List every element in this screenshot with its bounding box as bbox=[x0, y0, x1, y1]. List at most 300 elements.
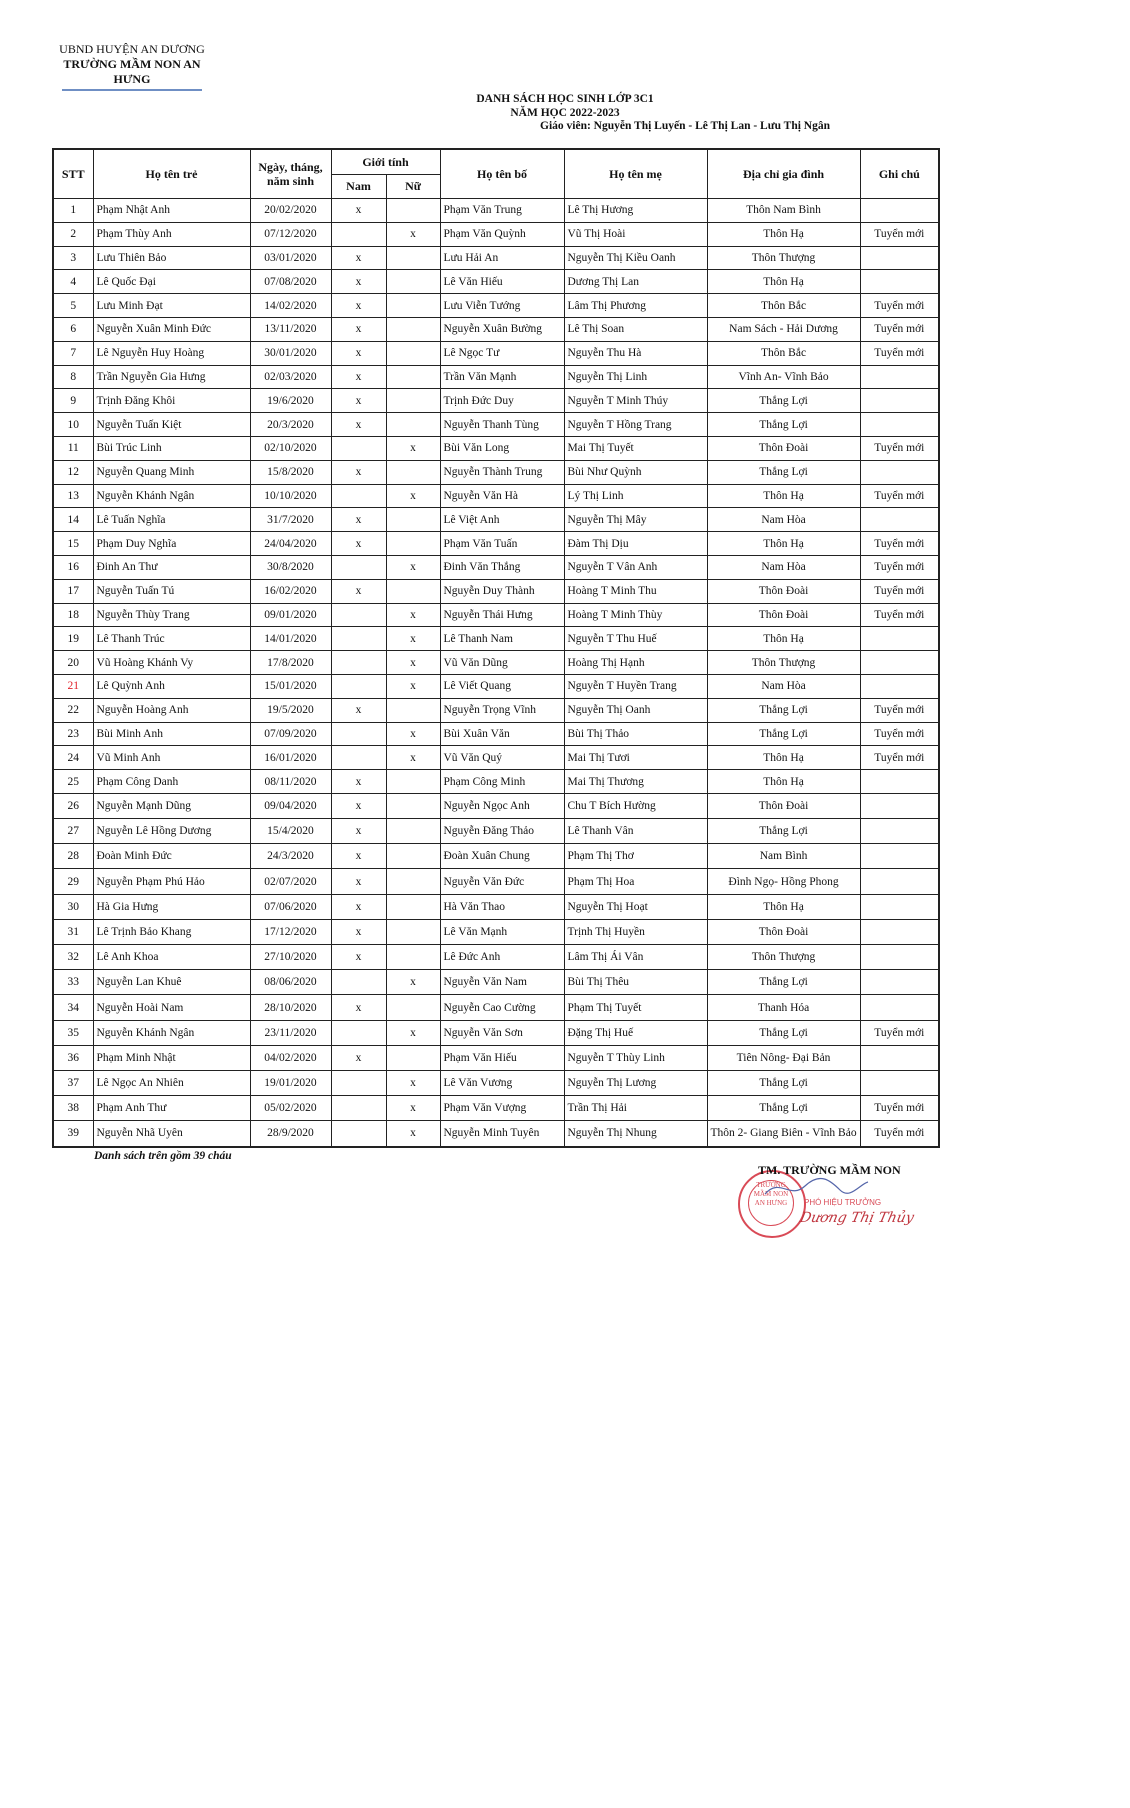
cell-child-name: Nguyễn Phạm Phú Hảo bbox=[93, 869, 250, 894]
cell-note bbox=[860, 460, 939, 484]
cell-child-name: Nguyễn Khánh Ngân bbox=[93, 484, 250, 508]
cell-male bbox=[331, 1121, 386, 1147]
cell-note bbox=[860, 674, 939, 698]
cell-male bbox=[331, 1096, 386, 1121]
cell-male: x bbox=[331, 1045, 386, 1070]
cell-note: Tuyển mới bbox=[860, 1096, 939, 1121]
cell-dob: 07/12/2020 bbox=[250, 222, 331, 246]
cell-note: Tuyển mới bbox=[860, 1020, 939, 1045]
cell-male: x bbox=[331, 770, 386, 794]
cell-address: Thắng Lợi bbox=[707, 1020, 860, 1045]
cell-stt: 31 bbox=[53, 919, 93, 944]
cell-dob: 27/10/2020 bbox=[250, 945, 331, 970]
cell-child-name: Lê Quỳnh Anh bbox=[93, 674, 250, 698]
cell-note bbox=[860, 651, 939, 675]
cell-father: Nguyễn Văn Sơn bbox=[440, 1020, 564, 1045]
cell-father: Trần Văn Mạnh bbox=[440, 365, 564, 389]
cell-female: x bbox=[386, 746, 440, 770]
cell-male: x bbox=[331, 460, 386, 484]
cell-stt: 5 bbox=[53, 294, 93, 318]
cell-note bbox=[860, 199, 939, 223]
table-body bbox=[53, 199, 939, 1147]
cell-dob: 10/10/2020 bbox=[250, 484, 331, 508]
cell-stt: 36 bbox=[53, 1045, 93, 1070]
table-row bbox=[53, 770, 939, 794]
cell-female bbox=[386, 995, 440, 1020]
cell-stt: 16 bbox=[53, 555, 93, 579]
cell-note bbox=[860, 770, 939, 794]
cell-male: x bbox=[331, 844, 386, 869]
cell-dob: 23/11/2020 bbox=[250, 1020, 331, 1045]
cell-child-name: Phạm Thùy Anh bbox=[93, 222, 250, 246]
table-row bbox=[53, 508, 939, 532]
cell-mother: Đàm Thị Dịu bbox=[564, 532, 707, 556]
cell-address: Thôn Hạ bbox=[707, 484, 860, 508]
cell-mother: Lâm Thị Phương bbox=[564, 294, 707, 318]
cell-note: Tuyển mới bbox=[860, 603, 939, 627]
cell-mother: Lê Thanh Vân bbox=[564, 819, 707, 844]
cell-stt: 21 bbox=[53, 674, 93, 698]
cell-female bbox=[386, 579, 440, 603]
cell-child-name: Lưu Thiên Bảo bbox=[93, 246, 250, 270]
col-header-father: Họ tên bố bbox=[440, 149, 564, 199]
cell-mother: Hoàng Thị Hạnh bbox=[564, 651, 707, 675]
cell-male: x bbox=[331, 294, 386, 318]
cell-address: Thôn Đoài bbox=[707, 919, 860, 944]
cell-father: Nguyễn Ngọc Anh bbox=[440, 793, 564, 818]
table-row bbox=[53, 365, 939, 389]
cell-father: Nguyễn Văn Đức bbox=[440, 869, 564, 894]
table-row bbox=[53, 1045, 939, 1070]
cell-mother: Bùi Thị Thảo bbox=[564, 722, 707, 746]
cell-mother: Nguyễn Thị Kiều Oanh bbox=[564, 246, 707, 270]
cell-dob: 02/10/2020 bbox=[250, 436, 331, 460]
cell-address: Thôn Hạ bbox=[707, 746, 860, 770]
cell-female: x bbox=[386, 674, 440, 698]
cell-note bbox=[860, 1070, 939, 1095]
cell-note bbox=[860, 819, 939, 844]
cell-mother: Chu T Bích Hường bbox=[564, 793, 707, 818]
cell-male: x bbox=[331, 532, 386, 556]
cell-mother: Mai Thị Thương bbox=[564, 770, 707, 794]
table-row bbox=[53, 627, 939, 651]
cell-address: Thôn Đoài bbox=[707, 603, 860, 627]
cell-male: x bbox=[331, 579, 386, 603]
cell-male bbox=[331, 222, 386, 246]
cell-address: Thôn Đoài bbox=[707, 793, 860, 818]
cell-stt: 8 bbox=[53, 365, 93, 389]
signer-name: Dương Thị Thủy bbox=[798, 1210, 916, 1226]
cell-female bbox=[386, 294, 440, 318]
cell-stt: 7 bbox=[53, 341, 93, 365]
cell-mother: Lâm Thị Ái Vân bbox=[564, 945, 707, 970]
cell-child-name: Lưu Minh Đạt bbox=[93, 294, 250, 318]
table-row bbox=[53, 1121, 939, 1147]
cell-male bbox=[331, 970, 386, 995]
cell-mother: Nguyễn T Minh Thúy bbox=[564, 389, 707, 413]
cell-male bbox=[331, 1020, 386, 1045]
cell-stt: 12 bbox=[53, 460, 93, 484]
cell-mother: Hoàng T Minh Thùy bbox=[564, 603, 707, 627]
cell-father: Đinh Văn Thắng bbox=[440, 555, 564, 579]
cell-note bbox=[860, 508, 939, 532]
cell-mother: Phạm Thị Tuyết bbox=[564, 995, 707, 1020]
cell-note bbox=[860, 970, 939, 995]
cell-male bbox=[331, 627, 386, 651]
school-name: TRƯỜNG MẦM NON AN HƯNG bbox=[63, 57, 201, 86]
cell-note: Tuyển mới bbox=[860, 317, 939, 341]
cell-dob: 24/04/2020 bbox=[250, 532, 331, 556]
cell-dob: 14/01/2020 bbox=[250, 627, 331, 651]
table-row bbox=[53, 793, 939, 818]
cell-note bbox=[860, 1045, 939, 1070]
cell-female bbox=[386, 698, 440, 722]
cell-note: Tuyển mới bbox=[860, 436, 939, 460]
cell-child-name: Nguyễn Lê Hồng Dương bbox=[93, 819, 250, 844]
cell-dob: 20/3/2020 bbox=[250, 413, 331, 437]
cell-child-name: Lê Quốc Đại bbox=[93, 270, 250, 294]
cell-note bbox=[860, 869, 939, 894]
cell-mother: Nguyễn Thị Hoạt bbox=[564, 894, 707, 919]
cell-mother: Nguyễn Thị Lương bbox=[564, 1070, 707, 1095]
cell-stt: 19 bbox=[53, 627, 93, 651]
cell-stt: 26 bbox=[53, 793, 93, 818]
cell-dob: 15/8/2020 bbox=[250, 460, 331, 484]
cell-stt: 23 bbox=[53, 722, 93, 746]
cell-father: Lê Đức Anh bbox=[440, 945, 564, 970]
cell-dob: 15/01/2020 bbox=[250, 674, 331, 698]
cell-child-name: Nguyễn Mạnh Dũng bbox=[93, 793, 250, 818]
cell-father: Lê Văn Mạnh bbox=[440, 919, 564, 944]
cell-female bbox=[386, 341, 440, 365]
cell-mother: Mai Thị Tuyết bbox=[564, 436, 707, 460]
cell-child-name: Lê Anh Khoa bbox=[93, 945, 250, 970]
cell-child-name: Nguyễn Quang Minh bbox=[93, 460, 250, 484]
cell-male: x bbox=[331, 389, 386, 413]
cell-female bbox=[386, 1045, 440, 1070]
cell-dob: 15/4/2020 bbox=[250, 819, 331, 844]
cell-mother: Nguyễn Thị Nhung bbox=[564, 1121, 707, 1147]
cell-address: Tiên Nông- Đại Bản bbox=[707, 1045, 860, 1070]
cell-address: Thắng Lợi bbox=[707, 970, 860, 995]
cell-address: Thôn 2- Giang Biên - Vĩnh Bảo bbox=[707, 1121, 860, 1147]
cell-stt: 4 bbox=[53, 270, 93, 294]
cell-child-name: Nguyễn Hoài Nam bbox=[93, 995, 250, 1020]
cell-male bbox=[331, 651, 386, 675]
cell-female bbox=[386, 413, 440, 437]
cell-child-name: Lê Ngọc An Nhiên bbox=[93, 1070, 250, 1095]
cell-address: Nam Sách - Hải Dương bbox=[707, 317, 860, 341]
cell-stt: 6 bbox=[53, 317, 93, 341]
cell-dob: 04/02/2020 bbox=[250, 1045, 331, 1070]
cell-dob: 30/8/2020 bbox=[250, 555, 331, 579]
cell-dob: 08/06/2020 bbox=[250, 970, 331, 995]
table-row bbox=[53, 294, 939, 318]
cell-female: x bbox=[386, 651, 440, 675]
authority-name: UBND HUYỆN AN DƯƠNG bbox=[59, 42, 205, 56]
cell-note bbox=[860, 413, 939, 437]
cell-address: Thôn Thượng bbox=[707, 246, 860, 270]
cell-male: x bbox=[331, 508, 386, 532]
cell-father: Phạm Văn Tuấn bbox=[440, 532, 564, 556]
cell-stt: 37 bbox=[53, 1070, 93, 1095]
cell-child-name: Đoàn Minh Đức bbox=[93, 844, 250, 869]
cell-stt: 20 bbox=[53, 651, 93, 675]
table-row bbox=[53, 819, 939, 844]
cell-mother: Lê Thị Hương bbox=[564, 199, 707, 223]
table-row bbox=[53, 1096, 939, 1121]
cell-female: x bbox=[386, 627, 440, 651]
cell-father: Lê Viết Quang bbox=[440, 674, 564, 698]
cell-male: x bbox=[331, 698, 386, 722]
cell-dob: 30/01/2020 bbox=[250, 341, 331, 365]
cell-address: Thắng Lợi bbox=[707, 460, 860, 484]
table-row bbox=[53, 270, 939, 294]
cell-child-name: Phạm Minh Nhật bbox=[93, 1045, 250, 1070]
cell-mother: Nguyễn Thị Linh bbox=[564, 365, 707, 389]
cell-female: x bbox=[386, 484, 440, 508]
cell-child-name: Nguyễn Xuân Minh Đức bbox=[93, 317, 250, 341]
cell-stt: 11 bbox=[53, 436, 93, 460]
cell-male: x bbox=[331, 995, 386, 1020]
cell-address: Thôn Đoài bbox=[707, 436, 860, 460]
cell-male: x bbox=[331, 413, 386, 437]
cell-address: Đình Ngọ- Hồng Phong bbox=[707, 869, 860, 894]
cell-address: Nam Hòa bbox=[707, 674, 860, 698]
cell-mother: Phạm Thị Hoa bbox=[564, 869, 707, 894]
table-row bbox=[53, 698, 939, 722]
cell-father: Lưu Hải An bbox=[440, 246, 564, 270]
school-underline bbox=[62, 89, 202, 91]
cell-father: Lê Văn Hiếu bbox=[440, 270, 564, 294]
cell-female: x bbox=[386, 1121, 440, 1147]
table-row bbox=[53, 869, 939, 894]
cell-child-name: Nguyễn Tuấn Tú bbox=[93, 579, 250, 603]
cell-female: x bbox=[386, 222, 440, 246]
cell-address: Thôn Thượng bbox=[707, 945, 860, 970]
cell-stt: 14 bbox=[53, 508, 93, 532]
cell-stt: 2 bbox=[53, 222, 93, 246]
cell-father: Lê Việt Anh bbox=[440, 508, 564, 532]
cell-note: Tuyển mới bbox=[860, 341, 939, 365]
table-row bbox=[53, 389, 939, 413]
cell-father: Lưu Viễn Tướng bbox=[440, 294, 564, 318]
student-table bbox=[52, 148, 940, 1148]
cell-female bbox=[386, 270, 440, 294]
cell-mother: Bùi Thị Thêu bbox=[564, 970, 707, 995]
cell-mother: Trịnh Thị Huyền bbox=[564, 919, 707, 944]
cell-female bbox=[386, 199, 440, 223]
cell-child-name: Nguyễn Khánh Ngân bbox=[93, 1020, 250, 1045]
cell-address: Nam Hòa bbox=[707, 555, 860, 579]
cell-mother: Nguyễn Thị Mây bbox=[564, 508, 707, 532]
cell-dob: 02/03/2020 bbox=[250, 365, 331, 389]
cell-mother: Lê Thị Soan bbox=[564, 317, 707, 341]
cell-male bbox=[331, 746, 386, 770]
cell-stt: 1 bbox=[53, 199, 93, 223]
table-row bbox=[53, 1070, 939, 1095]
cell-dob: 13/11/2020 bbox=[250, 317, 331, 341]
cell-stt: 33 bbox=[53, 970, 93, 995]
cell-female bbox=[386, 844, 440, 869]
cell-dob: 16/01/2020 bbox=[250, 746, 331, 770]
table-row bbox=[53, 651, 939, 675]
cell-female: x bbox=[386, 970, 440, 995]
cell-dob: 31/7/2020 bbox=[250, 508, 331, 532]
cell-female bbox=[386, 389, 440, 413]
table-row bbox=[53, 579, 939, 603]
cell-stt: 32 bbox=[53, 945, 93, 970]
table-row bbox=[53, 460, 939, 484]
cell-address: Thôn Hạ bbox=[707, 270, 860, 294]
cell-male bbox=[331, 555, 386, 579]
cell-father: Nguyễn Trọng Vĩnh bbox=[440, 698, 564, 722]
table-row bbox=[53, 555, 939, 579]
cell-child-name: Hà Gia Hưng bbox=[93, 894, 250, 919]
cell-stt: 25 bbox=[53, 770, 93, 794]
cell-female: x bbox=[386, 1096, 440, 1121]
cell-child-name: Phạm Anh Thư bbox=[93, 1096, 250, 1121]
cell-father: Hà Văn Thao bbox=[440, 894, 564, 919]
cell-dob: 28/9/2020 bbox=[250, 1121, 331, 1147]
cell-dob: 19/6/2020 bbox=[250, 389, 331, 413]
cell-male: x bbox=[331, 341, 386, 365]
cell-dob: 07/09/2020 bbox=[250, 722, 331, 746]
col-header-stt: STT bbox=[53, 149, 93, 199]
cell-address: Thôn Nam Bình bbox=[707, 199, 860, 223]
cell-address: Thắng Lợi bbox=[707, 389, 860, 413]
teachers-line: Giáo viên: Nguyễn Thị Luyến - Lê Thị Lan - Lưu Thị Ngân bbox=[540, 120, 831, 132]
cell-child-name: Nguyễn Tuấn Kiệt bbox=[93, 413, 250, 437]
table-row bbox=[53, 199, 939, 223]
cell-male bbox=[331, 1070, 386, 1095]
cell-address: Thôn Hạ bbox=[707, 532, 860, 556]
cell-child-name: Vũ Minh Anh bbox=[93, 746, 250, 770]
cell-mother: Nguyễn T Huyền Trang bbox=[564, 674, 707, 698]
col-header-gender: Giới tính bbox=[331, 149, 440, 175]
table-row bbox=[53, 532, 939, 556]
cell-father: Trịnh Đức Duy bbox=[440, 389, 564, 413]
table-row bbox=[53, 746, 939, 770]
cell-child-name: Lê Thanh Trúc bbox=[93, 627, 250, 651]
cell-child-name: Trịnh Đăng Khôi bbox=[93, 389, 250, 413]
table-row bbox=[53, 317, 939, 341]
cell-female bbox=[386, 460, 440, 484]
cell-female bbox=[386, 246, 440, 270]
cell-note bbox=[860, 627, 939, 651]
cell-address: Thôn Hạ bbox=[707, 770, 860, 794]
cell-child-name: Lê Tuấn Nghĩa bbox=[93, 508, 250, 532]
cell-stt: 18 bbox=[53, 603, 93, 627]
cell-mother: Phạm Thị Thơ bbox=[564, 844, 707, 869]
cell-dob: 24/3/2020 bbox=[250, 844, 331, 869]
cell-address: Vĩnh An- Vĩnh Bảo bbox=[707, 365, 860, 389]
cell-address: Thắng Lợi bbox=[707, 698, 860, 722]
cell-mother: Lý Thị Linh bbox=[564, 484, 707, 508]
table-row bbox=[53, 413, 939, 437]
cell-father: Phạm Văn Hiếu bbox=[440, 1045, 564, 1070]
cell-address: Thôn Đoài bbox=[707, 579, 860, 603]
cell-note: Tuyển mới bbox=[860, 222, 939, 246]
cell-father: Lê Thanh Nam bbox=[440, 627, 564, 651]
cell-dob: 20/02/2020 bbox=[250, 199, 331, 223]
cell-male: x bbox=[331, 270, 386, 294]
table-row bbox=[53, 674, 939, 698]
cell-female: x bbox=[386, 555, 440, 579]
cell-male: x bbox=[331, 869, 386, 894]
cell-child-name: Vũ Hoàng Khánh Vy bbox=[93, 651, 250, 675]
cell-father: Lê Ngọc Tư bbox=[440, 341, 564, 365]
cell-note: Tuyển mới bbox=[860, 555, 939, 579]
cell-stt: 24 bbox=[53, 746, 93, 770]
cell-dob: 14/02/2020 bbox=[250, 294, 331, 318]
cell-male: x bbox=[331, 919, 386, 944]
cell-address: Nam Bình bbox=[707, 844, 860, 869]
cell-stt: 34 bbox=[53, 995, 93, 1020]
cell-stt: 29 bbox=[53, 869, 93, 894]
cell-mother: Mai Thị Tươi bbox=[564, 746, 707, 770]
cell-address: Thôn Hạ bbox=[707, 894, 860, 919]
cell-address: Thắng Lợi bbox=[707, 819, 860, 844]
cell-father: Nguyễn Văn Hà bbox=[440, 484, 564, 508]
stamp-text: TRƯỜNG MẦM NON AN HƯNG bbox=[748, 1180, 794, 1226]
cell-father: Phạm Văn Vượng bbox=[440, 1096, 564, 1121]
school-year: NĂM HỌC 2022-2023 bbox=[510, 107, 620, 119]
cell-dob: 03/01/2020 bbox=[250, 246, 331, 270]
cell-child-name: Bùi Minh Anh bbox=[93, 722, 250, 746]
col-header-address: Địa chỉ gia đình bbox=[707, 149, 860, 199]
cell-mother: Nguyễn Thị Oanh bbox=[564, 698, 707, 722]
cell-female bbox=[386, 365, 440, 389]
cell-stt: 13 bbox=[53, 484, 93, 508]
cell-address: Nam Hòa bbox=[707, 508, 860, 532]
cell-note: Tuyển mới bbox=[860, 722, 939, 746]
cell-note: Tuyển mới bbox=[860, 579, 939, 603]
cell-female bbox=[386, 508, 440, 532]
cell-father: Nguyễn Thanh Tùng bbox=[440, 413, 564, 437]
cell-mother: Vũ Thị Hoài bbox=[564, 222, 707, 246]
cell-note bbox=[860, 995, 939, 1020]
cell-dob: 07/06/2020 bbox=[250, 894, 331, 919]
cell-child-name: Nguyễn Hoàng Anh bbox=[93, 698, 250, 722]
cell-female bbox=[386, 770, 440, 794]
cell-mother: Nguyễn T Hồng Trang bbox=[564, 413, 707, 437]
cell-dob: 09/01/2020 bbox=[250, 603, 331, 627]
cell-note: Tuyển mới bbox=[860, 484, 939, 508]
cell-dob: 09/04/2020 bbox=[250, 793, 331, 818]
cell-mother: Nguyễn T Thùy Linh bbox=[564, 1045, 707, 1070]
summary-note: Danh sách trên gồm 39 cháu bbox=[94, 1150, 232, 1162]
col-header-male: Nam bbox=[331, 175, 386, 199]
cell-male bbox=[331, 436, 386, 460]
cell-address: Thôn Hạ bbox=[707, 222, 860, 246]
cell-child-name: Đinh An Thư bbox=[93, 555, 250, 579]
cell-note bbox=[860, 270, 939, 294]
cell-address: Thắng Lợi bbox=[707, 413, 860, 437]
cell-stt: 28 bbox=[53, 844, 93, 869]
cell-mother: Dương Thị Lan bbox=[564, 270, 707, 294]
cell-father: Nguyễn Thành Trung bbox=[440, 460, 564, 484]
cell-male: x bbox=[331, 317, 386, 341]
cell-child-name: Phạm Công Danh bbox=[93, 770, 250, 794]
cell-father: Nguyễn Xuân Bường bbox=[440, 317, 564, 341]
col-header-note: Ghi chú bbox=[860, 149, 939, 199]
cell-dob: 02/07/2020 bbox=[250, 869, 331, 894]
cell-stt: 30 bbox=[53, 894, 93, 919]
cell-stt: 3 bbox=[53, 246, 93, 270]
cell-female: x bbox=[386, 436, 440, 460]
cell-female: x bbox=[386, 603, 440, 627]
